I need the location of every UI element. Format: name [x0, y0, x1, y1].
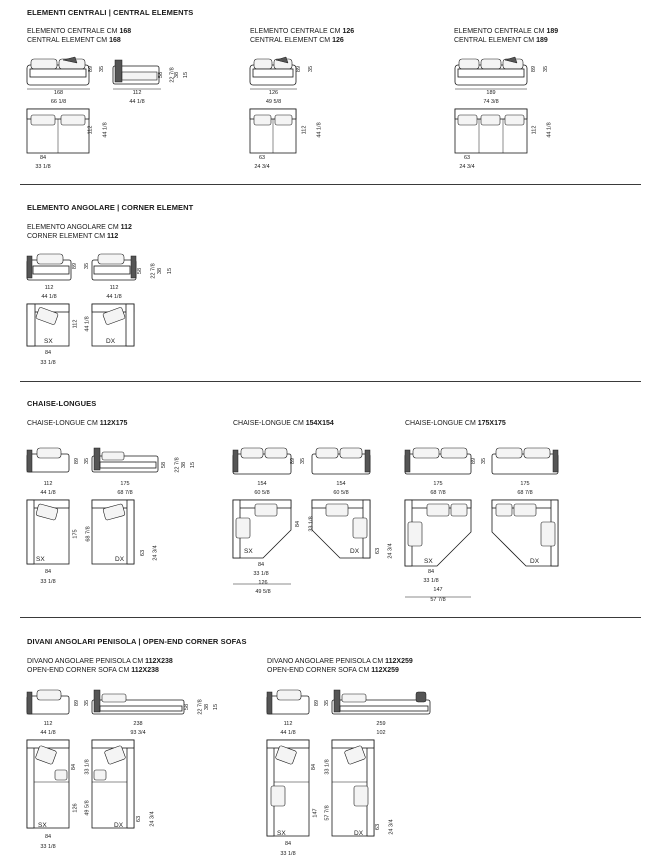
chaise-175-side-drawing — [92, 446, 162, 476]
dim-total-inch: 49 5/8 — [255, 589, 271, 595]
chaise-112-front-drawing — [27, 446, 73, 476]
dim-width-inch: 60 5/8 — [254, 490, 270, 496]
dim-width: 112 — [44, 285, 54, 291]
dim-width-inch: 68 7/8 — [430, 490, 446, 496]
dim-width: 126 — [268, 90, 279, 96]
dim-seat: 63 — [463, 155, 471, 161]
dim-height-22: 22 7/8 — [197, 699, 204, 715]
label-size: 189 — [536, 37, 548, 44]
dim-height-35: 35 — [99, 65, 106, 73]
label-size: 175X175 — [477, 420, 506, 427]
dim-63: 63 — [375, 547, 382, 555]
central-168-front-drawing — [27, 55, 97, 85]
dim-height-35: 35 — [308, 65, 315, 73]
dim-width-inch: 44 1/8 — [106, 294, 122, 300]
chaise-112-plan-sx-drawing — [27, 500, 73, 566]
dim-width-inch: 44 1/8 — [40, 730, 56, 736]
dim-height-15: 15 — [190, 461, 197, 469]
dim-seat-inch: 33 1/8 — [423, 578, 439, 584]
dim-depth-inch: 44 1/8 — [546, 122, 553, 138]
dim-depth-inch: 49 5/8 — [84, 800, 91, 816]
label-size: 154X154 — [305, 420, 334, 427]
dim-depth-inch: 57 7/8 — [324, 805, 331, 821]
dim-height-89: 89 — [290, 457, 297, 465]
sx-label: SX — [277, 830, 286, 837]
penisola-238-plan-sx-drawing — [27, 740, 73, 832]
chaise-154-front-left-drawing — [233, 446, 295, 476]
dim-seat-inch: 33 1/8 — [253, 571, 269, 577]
dim-seat: 84 — [427, 569, 435, 575]
label-it: DIVANO ANGOLARE PENISOLA CM — [267, 658, 384, 665]
dim-height-58: 58 — [137, 267, 144, 275]
dim-width-inch: 60 5/8 — [333, 490, 349, 496]
dim-width: 175 — [433, 481, 443, 487]
dim-63-inch: 24 3/4 — [388, 819, 395, 835]
label-size: 168 — [119, 28, 132, 35]
dim-seat-inch: 33 1/8 — [35, 164, 51, 170]
sx-label: SX — [38, 822, 47, 829]
dim-total-inch: 57 7/8 — [430, 597, 446, 603]
dim-seat: 84 — [257, 562, 265, 568]
dim-width-inch: 74 3/8 — [483, 99, 499, 105]
penisola-112x259-label — [267, 657, 413, 675]
dim-depth: 112 — [301, 125, 308, 135]
chaise-175-front-left-drawing — [405, 446, 478, 476]
section-divider — [20, 381, 641, 382]
sx-label: SX — [424, 558, 433, 565]
dim-width: 112 — [43, 721, 53, 727]
dim-width-inch: 44 1/8 — [280, 730, 296, 736]
label-it: DIVANO ANGOLARE PENISOLA CM — [27, 658, 144, 665]
dim-height-15: 15 — [167, 267, 174, 275]
dim-seat-inch: 24 3/4 — [459, 164, 475, 170]
dim-height-35: 35 — [481, 457, 488, 465]
central-189-label — [454, 27, 558, 45]
label-en: CENTRAL ELEMENT CM — [454, 37, 535, 44]
dim-63: 63 — [140, 549, 147, 557]
label-en: CORNER ELEMENT CM — [27, 233, 106, 240]
dim-depth: 112 — [72, 319, 79, 329]
label-size: 168 — [109, 37, 121, 44]
penisola-259-side-drawing — [332, 688, 434, 718]
dim-depth: 112 — [87, 125, 94, 135]
dim-seat: 63 — [258, 155, 266, 161]
central-189-plan-drawing — [455, 109, 538, 159]
section-divider — [20, 184, 641, 185]
label-size: 112X238 — [145, 658, 173, 665]
dim-height-38: 38 — [174, 71, 181, 79]
corner-front-right-drawing — [92, 252, 142, 282]
dim-height-38: 38 — [157, 267, 164, 275]
dim-width: 154 — [336, 481, 346, 487]
penisola-259-plan-dx-drawing — [332, 740, 378, 840]
label-text: CHAISE-LONGUE CM — [405, 420, 476, 427]
label-text: CHAISE-LONGUE CM — [27, 420, 98, 427]
dim-84-inch: 33 1/8 — [308, 516, 315, 532]
dim-seat-inch: 33 1/8 — [40, 844, 56, 850]
dim-width-inch: 49 5/8 — [265, 99, 282, 105]
dim-width: 189 — [486, 90, 496, 96]
dim-depth-inch: 44 1/8 — [102, 122, 109, 138]
label-size: 112 — [107, 233, 119, 240]
dim-width: 112 — [283, 721, 293, 727]
dim-seat: 84 — [39, 155, 47, 161]
dim-height-58: 58 — [161, 461, 168, 469]
dim-width-inch: 44 1/8 — [41, 294, 57, 300]
corner-front-left-drawing — [27, 252, 77, 282]
dim-height-22: 22 7/8 — [169, 67, 176, 83]
section-title-penisola: DIVANI ANGOLARI PENISOLA | OPEN-END CORNER SOFAS — [27, 637, 247, 646]
dim-width-inch: 93 3/4 — [130, 730, 146, 736]
dim-width: 175 — [520, 481, 530, 487]
dim-height-35: 35 — [84, 457, 91, 465]
penisola-259-front-drawing — [267, 688, 313, 718]
label-size: 112X175 — [99, 420, 128, 427]
central-189-front-drawing — [455, 55, 538, 85]
penisola-238-front-drawing — [27, 688, 73, 718]
dx-label: DX — [530, 558, 540, 565]
dim-depth-inch: 68 7/8 — [85, 526, 92, 542]
dim-84-inch: 33 1/8 — [324, 759, 331, 775]
penisola-259-plan-sx-drawing — [267, 740, 313, 840]
dim-seat: 84 — [44, 834, 52, 840]
central-126-plan-drawing — [250, 109, 308, 159]
dim-width-inch: 68 7/8 — [517, 490, 533, 496]
dim-width: 168 — [53, 90, 64, 96]
dim-height-35: 35 — [84, 699, 91, 707]
label-size: 112X259 — [371, 667, 399, 674]
dim-height-58: 58 — [158, 71, 165, 79]
dim-84: 84 — [311, 763, 318, 771]
label-en: CENTRAL ELEMENT CM — [27, 37, 108, 44]
dim-width: 112 — [43, 481, 53, 487]
dim-height-89: 89 — [531, 65, 538, 73]
section-title-central: ELEMENTI CENTRALI | CENTRAL ELEMENTS — [27, 8, 194, 17]
dim-63-inch: 24 3/4 — [387, 543, 394, 559]
dim-height-89: 89 — [72, 262, 79, 270]
chaise-154-front-right-drawing — [312, 446, 374, 476]
dim-seat-inch: 33 1/8 — [280, 851, 296, 857]
dim-width: 154 — [257, 481, 267, 487]
dim-height-35: 35 — [324, 699, 331, 707]
dim-depth-inch: 44 1/8 — [316, 122, 323, 138]
dim-height-38: 38 — [204, 703, 211, 711]
dim-width: 259 — [376, 721, 386, 727]
dim-depth: 126 — [72, 803, 79, 813]
penisola-238-side-drawing — [92, 688, 187, 718]
dim-seat-inch: 33 1/8 — [40, 579, 56, 585]
dim-seat: 84 — [284, 841, 292, 847]
label-size: 112X238 — [131, 667, 159, 674]
dim-height-15: 15 — [183, 71, 190, 79]
sx-label: SX — [244, 548, 253, 555]
dim-height-89: 89 — [74, 457, 81, 465]
dim-84: 84 — [295, 520, 302, 528]
label-size: 126 — [342, 28, 355, 35]
dim-depth-inch: 44 1/8 — [84, 316, 91, 332]
label-text: CHAISE-LONGUE CM — [233, 420, 304, 427]
dim-side-width: 112 — [132, 90, 142, 96]
dim-height-15: 15 — [213, 703, 220, 711]
label-size: 126 — [332, 37, 344, 44]
dim-width-inch: 66 1/8 — [50, 99, 67, 105]
dx-label: DX — [354, 830, 364, 837]
corner-label — [27, 223, 132, 241]
dim-seat: 84 — [44, 350, 52, 356]
label-en: CENTRAL ELEMENT CM — [250, 37, 331, 44]
chaise-175x175-label — [405, 419, 506, 428]
label-it: ELEMENTO CENTRALE CM — [250, 28, 341, 35]
central-126-label — [250, 27, 354, 45]
dim-height-22: 22 7/8 — [150, 263, 157, 279]
dim-depth: 147 — [312, 808, 319, 818]
label-it: ELEMENTO CENTRALE CM — [454, 28, 545, 35]
dim-63-inch: 24 3/4 — [152, 545, 159, 561]
label-it: ELEMENTO CENTRALE CM — [27, 28, 118, 35]
dim-width: 112 — [109, 285, 119, 291]
dim-63: 63 — [375, 823, 382, 831]
dim-width: 175 — [120, 481, 130, 487]
sx-label: SX — [36, 556, 45, 563]
label-en: OPEN-END CORNER SOFA CM — [27, 667, 130, 674]
chaise-175-plan-sx-drawing — [405, 500, 475, 570]
penisola-112x238-label — [27, 657, 173, 675]
dim-63-inch: 24 3/4 — [149, 811, 156, 827]
dx-label: DX — [114, 822, 124, 829]
penisola-238-plan-dx-drawing — [92, 740, 138, 832]
central-168-label — [27, 27, 131, 45]
dim-seat: 84 — [44, 569, 52, 575]
label-size: 189 — [546, 28, 559, 35]
chaise-175-front-right-drawing — [492, 446, 562, 476]
dim-total: 147 — [433, 587, 443, 593]
dim-63: 63 — [136, 815, 143, 823]
central-side-drawing — [113, 60, 163, 90]
dim-seat-inch: 33 1/8 — [40, 360, 56, 366]
label-size: 112X259 — [385, 658, 413, 665]
dim-height-58: 58 — [184, 703, 191, 711]
dx-label: DX — [115, 556, 125, 563]
label-it: ELEMENTO ANGOLARE CM — [27, 224, 119, 231]
dim-total: 126 — [258, 580, 268, 586]
dim-width: 238 — [133, 721, 143, 727]
dim-height-89: 89 — [88, 65, 95, 73]
section-title-chaise: CHAISE-LONGUES — [27, 399, 97, 408]
dim-depth: 112 — [531, 125, 538, 135]
dim-width-inch: 68 7/8 — [117, 490, 133, 496]
dx-label: DX — [350, 548, 360, 555]
chaise-154x154-label — [233, 419, 334, 428]
dim-height-35: 35 — [543, 65, 550, 73]
dim-height-35: 35 — [300, 457, 307, 465]
chaise-154-plan-sx-drawing — [233, 500, 295, 562]
dim-seat-inch: 24 3/4 — [254, 164, 270, 170]
dim-height-89: 89 — [296, 65, 303, 73]
section-title-corner: ELEMENTO ANGOLARE | CORNER ELEMENT — [27, 203, 194, 212]
dx-label: DX — [106, 338, 116, 345]
chaise-154-plan-dx-drawing — [312, 500, 374, 562]
dim-height-38: 38 — [181, 461, 188, 469]
chaise-175-plan-dx-drawing — [492, 500, 562, 570]
dim-width-inch: 102 — [376, 730, 386, 736]
dim-side-width-inch: 44 1/8 — [129, 99, 145, 105]
dim-height-89: 89 — [471, 457, 478, 465]
dim-84: 84 — [71, 763, 78, 771]
dim-84-inch: 33 1/8 — [84, 759, 91, 775]
dim-height-89: 89 — [74, 699, 81, 707]
dim-depth: 175 — [72, 529, 79, 539]
dim-width-inch: 44 1/8 — [40, 490, 56, 496]
label-en: OPEN-END CORNER SOFA CM — [267, 667, 370, 674]
section-divider — [20, 617, 641, 618]
dim-height-22: 22 7/8 — [174, 457, 181, 473]
dim-height-89: 89 — [314, 699, 321, 707]
label-size: 112 — [120, 224, 132, 231]
sx-label: SX — [44, 338, 53, 345]
dim-height-35: 35 — [84, 262, 91, 270]
chaise-112x175-label — [27, 419, 127, 428]
